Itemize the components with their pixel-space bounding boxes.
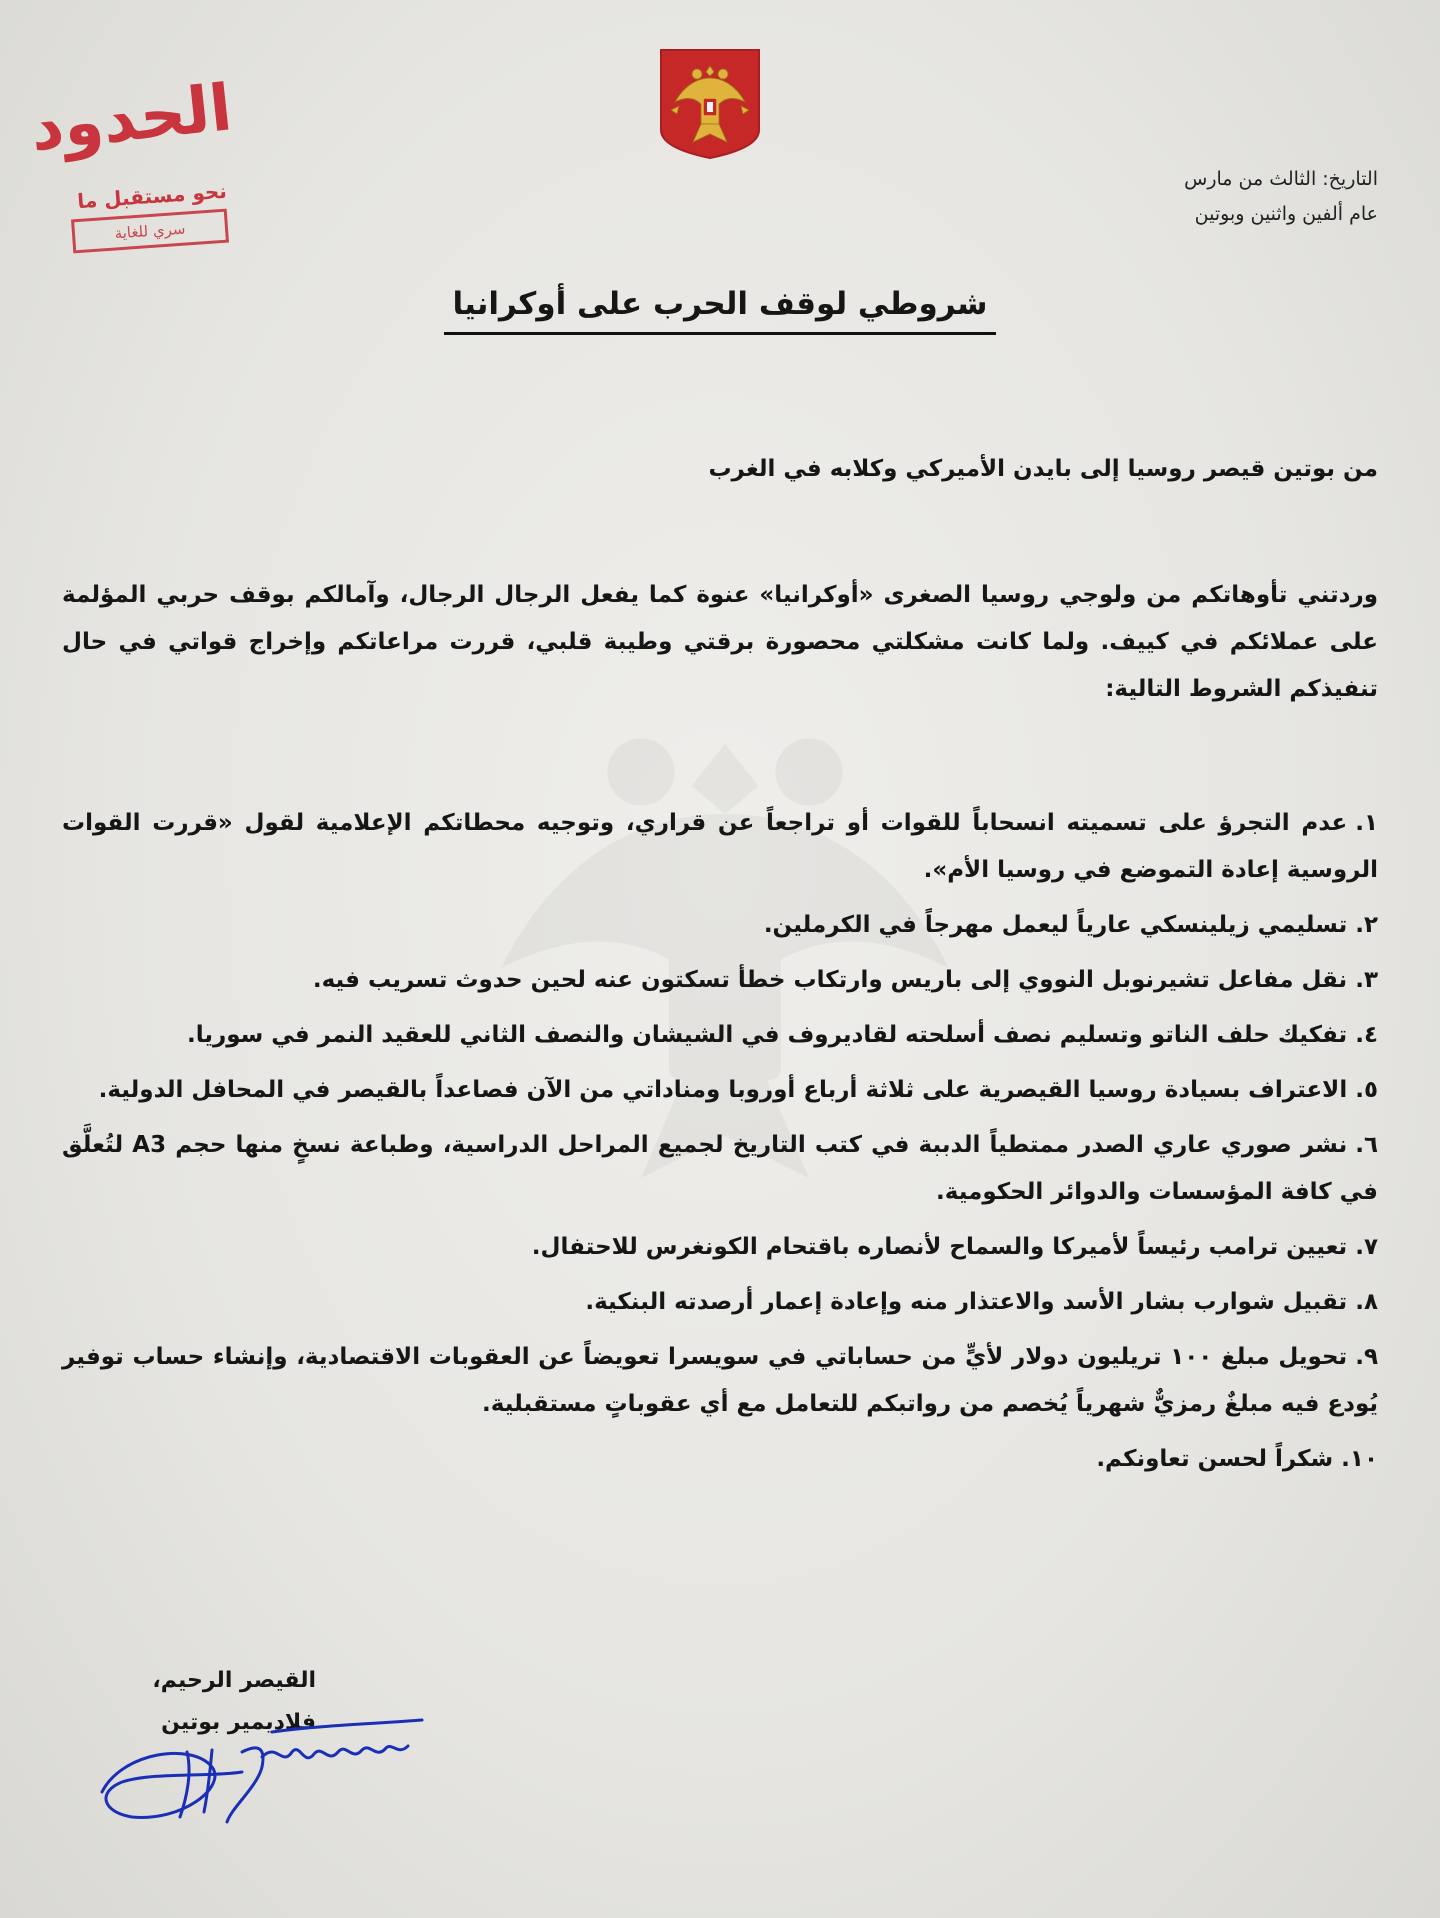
- handwritten-signature: [92, 1712, 452, 1832]
- condition-item: [62, 1224, 1378, 1271]
- publisher-logo-stamp: [27, 46, 242, 256]
- signoff-line-1: القيصر الرحيم،: [152, 1668, 316, 1693]
- signoff-line-2: فلاديمير بوتين: [161, 1710, 316, 1735]
- date-line-1: التاريخ: الثالث من مارس: [1184, 168, 1378, 190]
- condition-item: [62, 1012, 1378, 1059]
- condition-number: ٦.: [1355, 1132, 1379, 1158]
- condition-text: نقل مفاعل تشيرنوبل النووي إلى باريس وارتكاب خطأ تسكتون عنه لحين حدوث تسريب فيه.: [312, 967, 1348, 993]
- date-block: [1018, 162, 1378, 232]
- logo-classification-box: سري للغاية: [71, 209, 229, 254]
- condition-text: تسليمي زيلينسكي عارياً ليعمل مهرجاً في الكرملين.: [763, 912, 1348, 938]
- condition-item: [62, 800, 1378, 894]
- condition-number: ١.: [1355, 810, 1378, 836]
- condition-text: نشر صوري عاري الصدر ممتطياً الدببة في كتب التاريخ لجميع المراحل الدراسية، وطباعة نسخٍ منها حجم A3 لتُعلَّق في كافة المؤسسات والدوائر الحكومية.: [62, 1132, 1378, 1205]
- condition-text: الاعتراف بسيادة روسيا القيصرية على ثلاثة أرباع أوروبا ومناداتي من الآن فصاعداً بالقيصر في المحافل الدولية.: [98, 1077, 1348, 1103]
- condition-number: ٧.: [1355, 1234, 1378, 1260]
- condition-item: [62, 957, 1378, 1004]
- addressee-line: من بوتين قيصر روسيا إلى بايدن الأميركي وكلابه في الغرب: [708, 456, 1378, 482]
- condition-item: [62, 1067, 1378, 1114]
- date-line-2: عام ألفين واثنين وبوتين: [1194, 203, 1378, 225]
- russian-coat-of-arms-icon: [659, 48, 761, 160]
- document-title: [0, 286, 1440, 335]
- condition-item: [62, 1334, 1378, 1428]
- condition-number: ٩.: [1355, 1344, 1378, 1370]
- condition-item: [62, 902, 1378, 949]
- condition-text: تعيين ترامب رئيساً لأميركا والسماح لأنصاره باقتحام الكونغرس للاحتفال.: [531, 1234, 1348, 1260]
- condition-number: ٥.: [1355, 1077, 1378, 1103]
- condition-number: ٢.: [1355, 912, 1378, 938]
- condition-item: [62, 1436, 1378, 1483]
- condition-item: [62, 1122, 1378, 1216]
- condition-number: ٨.: [1355, 1289, 1378, 1315]
- condition-text: شكراً لحسن تعاونكم.: [1096, 1446, 1334, 1472]
- condition-text: تحويل مبلغ ١٠٠ تريليون دولار لأيٍّ من حساباتي في سويسرا تعويضاً عن العقوبات الاقتصادية، وإنشاء حساب توفير يُودع فيه مبلغٌ رمزيٌّ شهرياً يُخصم من رواتبكم للتعامل مع أي عقوباتٍ مستقبلية.: [62, 1344, 1378, 1417]
- logo-slogan: نحو مستقبل ما: [76, 178, 228, 214]
- logo-title: الحدود: [27, 71, 236, 166]
- condition-number: ١٠.: [1341, 1446, 1378, 1472]
- document-title-text: شروطي لوقف الحرب على أوكرانيا: [444, 286, 995, 335]
- condition-number: ٤.: [1355, 1022, 1378, 1048]
- conditions-list: [62, 800, 1378, 1491]
- condition-item: [62, 1279, 1378, 1326]
- intro-paragraph: وردتني تأوهاتكم من ولوجي روسيا الصغرى «أوكرانيا» عنوة كما يفعل الرجال الرجال، وآمالكم بوقف حربي المؤلمة على عملائكم في كييف. ولما كانت مشكلتي محصورة برقتي وطيبة قلبي، قررت مراعاتكم وإخراج قواتي في حال تنفيذكم الشروط التالية:: [62, 582, 1378, 702]
- condition-number: ٣.: [1355, 967, 1378, 993]
- condition-text: تفكيك حلف الناتو وتسليم نصف أسلحته لقاديروف في الشيشان والنصف الثاني للعقيد النمر في سوريا.: [187, 1022, 1348, 1048]
- condition-text: تقبيل شوارب بشار الأسد والاعتذار منه وإعادة إعمار أرصدته البنكية.: [585, 1289, 1348, 1315]
- condition-text: عدم التجرؤ على تسميته انسحاباً للقوات أو تراجعاً عن قراري، وتوجيه محطاتكم الإعلامية لقول «قررت القوات الروسية إعادة التموضع في روسيا الأم».: [62, 810, 1378, 883]
